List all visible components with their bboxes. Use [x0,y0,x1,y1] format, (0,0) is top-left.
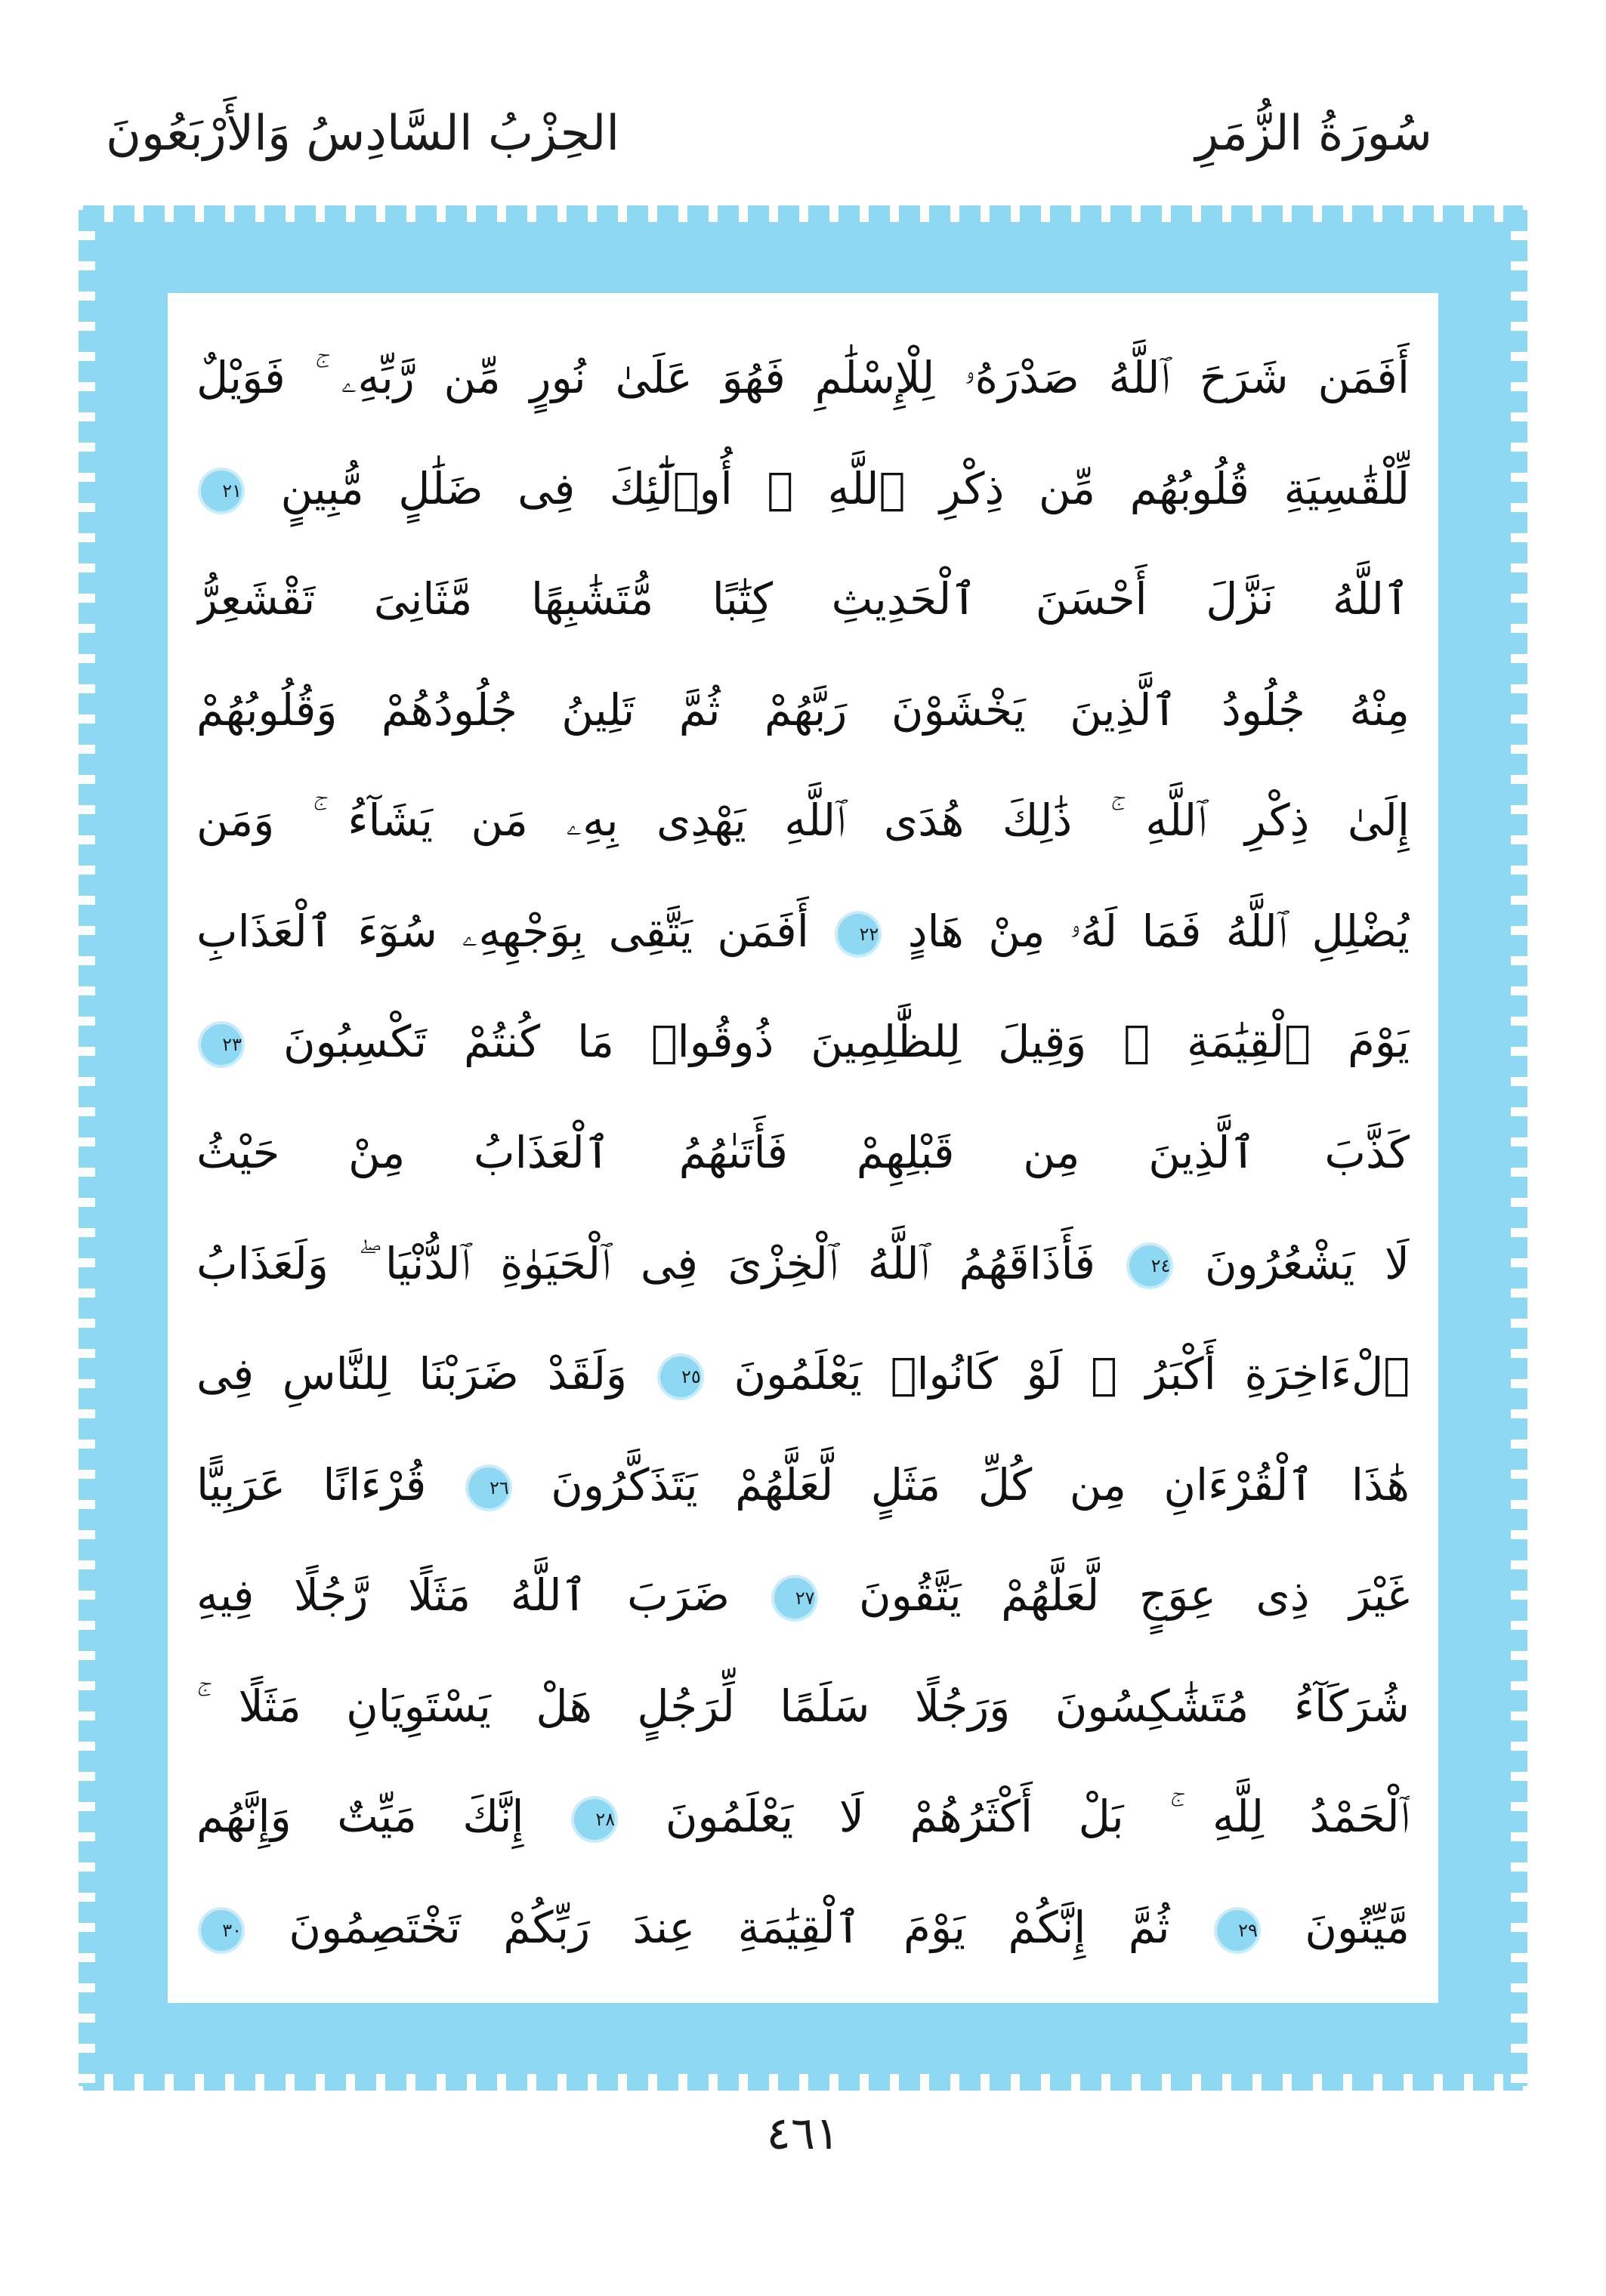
verse-text-segment: أَفَمَن يَتَّقِى بِوَجْهِهِۦ سُوٓءَ ٱلْعَذَابِ [196,905,809,957]
verse-line [196,996,1410,1087]
verse-text-segment: قُرْءَانًا عَرَبِيًّا [196,1458,427,1511]
ayah-number-marker: ٢٤ [1129,1245,1170,1286]
verse-text-segment: ثُمَّ إِنَّكُمْ يَوْمَ ٱلْقِيَٰمَةِ عِندَ رَبِّكُمْ تَخْتَصِمُونَ [289,1901,1170,1953]
verse-text-segment: فَأَذَاقَهُمُ ٱللَّهُ ٱلْخِزْىَ فِى ٱلْحَيَوٰةِ ٱلدُّنْيَا ۖ وَلَعَذَابُ [196,1237,1095,1289]
verse-text [196,332,1410,1973]
ayah-number-marker: ٢٨ [574,1799,615,1840]
verse-text-segment: لَا يَشْعُرُونَ [1204,1237,1410,1289]
verse-line [196,1440,1410,1530]
ayah-number-marker: ٣٠ [201,1910,242,1951]
verse-text-segment: ٱلْحَمْدُ لِلَّهِ ۚ بَلْ أَكْثَرُهُمْ لَا يَعْلَمُونَ [665,1791,1410,1843]
verse-text-segment: وَلَقَدْ ضَرَبْنَا لِلنَّاسِ فِى [196,1348,628,1400]
ayah-number-marker: ٢٢ [838,914,879,955]
verse-line [196,1771,1410,1862]
verse-text-segment: كَذَّبَ ٱلَّذِينَ مِن قَبْلِهِمْ فَأَتَىٰهُمُ ٱلْعَذَابُ مِنْ حَيْثُ [196,1126,1410,1178]
verse-text-segment: شُرَكَآءُ مُتَشَٰكِسُونَ وَرَجُلًا سَلَمًا لِّرَجُلٍ هَلْ يَسْتَوِيَانِ مَثَلًا ۚ [196,1680,1410,1732]
frame-edge-right [1511,210,1527,2086]
ayah-number-marker: ٢٥ [660,1356,701,1397]
frame-edge-top [83,205,1523,222]
text-panel [168,293,1438,2003]
verse-line [196,1329,1410,1419]
verse-text-segment: ٱللَّهُ نَزَّلَ أَحْسَنَ ٱلْحَدِيثِ كِتَٰبًا مُّتَشَٰبِهًا مَّثَانِىَ تَقْشَعِرُّ [196,573,1410,625]
verse-text-segment: غَيْرَ ذِى عِوَجٍ لَّعَلَّهُمْ يَتَّقُونَ [859,1569,1410,1622]
frame-edge-left [79,210,95,2086]
verse-text-segment: يَوْمَ ٱلْقِيَٰمَةِ ۚ وَقِيلَ لِلظَّٰلِمِينَ ذُوقُوا۟ مَا كُنتُمْ تَكْسِبُونَ [283,1016,1410,1068]
ayah-number-marker: ٢٩ [1217,1910,1258,1951]
ayah-number-marker: ٢٦ [468,1467,509,1508]
verse-line [196,1107,1410,1198]
page-number: ٤٦١ [766,2107,840,2160]
verse-text-segment: ضَرَبَ ٱللَّهُ مَثَلًا رَّجُلًا فِيهِ [196,1569,730,1622]
verse-text-segment: إِلَىٰ ذِكْرِ ٱللَّهِ ۚ ذَٰلِكَ هُدَى ٱللَّهِ يَهْدِى بِهِۦ مَن يَشَآءُ ۚ وَمَن [196,795,1410,847]
surah-title: سُورَةُ الزُّمَرِ [1195,106,1432,162]
frame-edge-bottom [83,2074,1523,2091]
verse-text-segment: مِنْهُ جُلُودُ ٱلَّذِينَ يَخْشَوْنَ رَبَّهُمْ ثُمَّ تَلِينُ جُلُودُهُمْ وَقُلُوبُهُمْ [196,684,1410,736]
ayah-number-marker: ٢٣ [201,1024,242,1065]
verse-line [196,332,1410,423]
verse-text-segment: لِّلْقَٰسِيَةِ قُلُوبُهُم مِّن ذِكْرِ ٱللَّهِ ۚ أُو۟لَٰٓئِكَ فِى ضَلَٰلٍ مُّبِينٍ [280,462,1410,514]
ayah-number-marker: ٢٧ [774,1578,815,1619]
hizb-title: الحِزْبُ السَّادِسُ وَالأَرْبَعُونَ [106,106,620,162]
ayah-number-marker: ٢١ [201,471,242,511]
verse-text-segment: مَّيِّتُونَ [1305,1901,1410,1953]
verse-line [196,886,1410,977]
verse-line [196,1661,1410,1751]
page-frame [83,210,1523,2086]
verse-line [196,1550,1410,1640]
verse-line [196,1882,1410,1973]
verse-text-segment: هَٰذَا ٱلْقُرْءَانِ مِن كُلِّ مَثَلٍ لَّعَلَّهُمْ يَتَذَكَّرُونَ [551,1458,1410,1511]
verse-line [196,665,1410,755]
verse-line [196,1218,1410,1309]
verse-text-segment: ٱلْءَاخِرَةِ أَكْبَرُ ۚ لَوْ كَانُوا۟ يَعْلَمُونَ [734,1348,1410,1400]
verse-line [196,775,1410,866]
verse-line [196,443,1410,534]
verse-text-segment: يُضْلِلِ ٱللَّهُ فَمَا لَهُۥ مِنْ هَادٍ [907,905,1410,957]
verse-line [196,554,1410,644]
verse-text-segment: إِنَّكَ مَيِّتٌ وَإِنَّهُم [196,1791,524,1843]
verse-text-segment: أَفَمَن شَرَحَ ٱللَّهُ صَدْرَهُۥ لِلْإِسْلَٰمِ فَهُوَ عَلَىٰ نُورٍ مِّن رَّبِّهِۦ ۚ فَوَيْلٌ [196,352,1410,403]
